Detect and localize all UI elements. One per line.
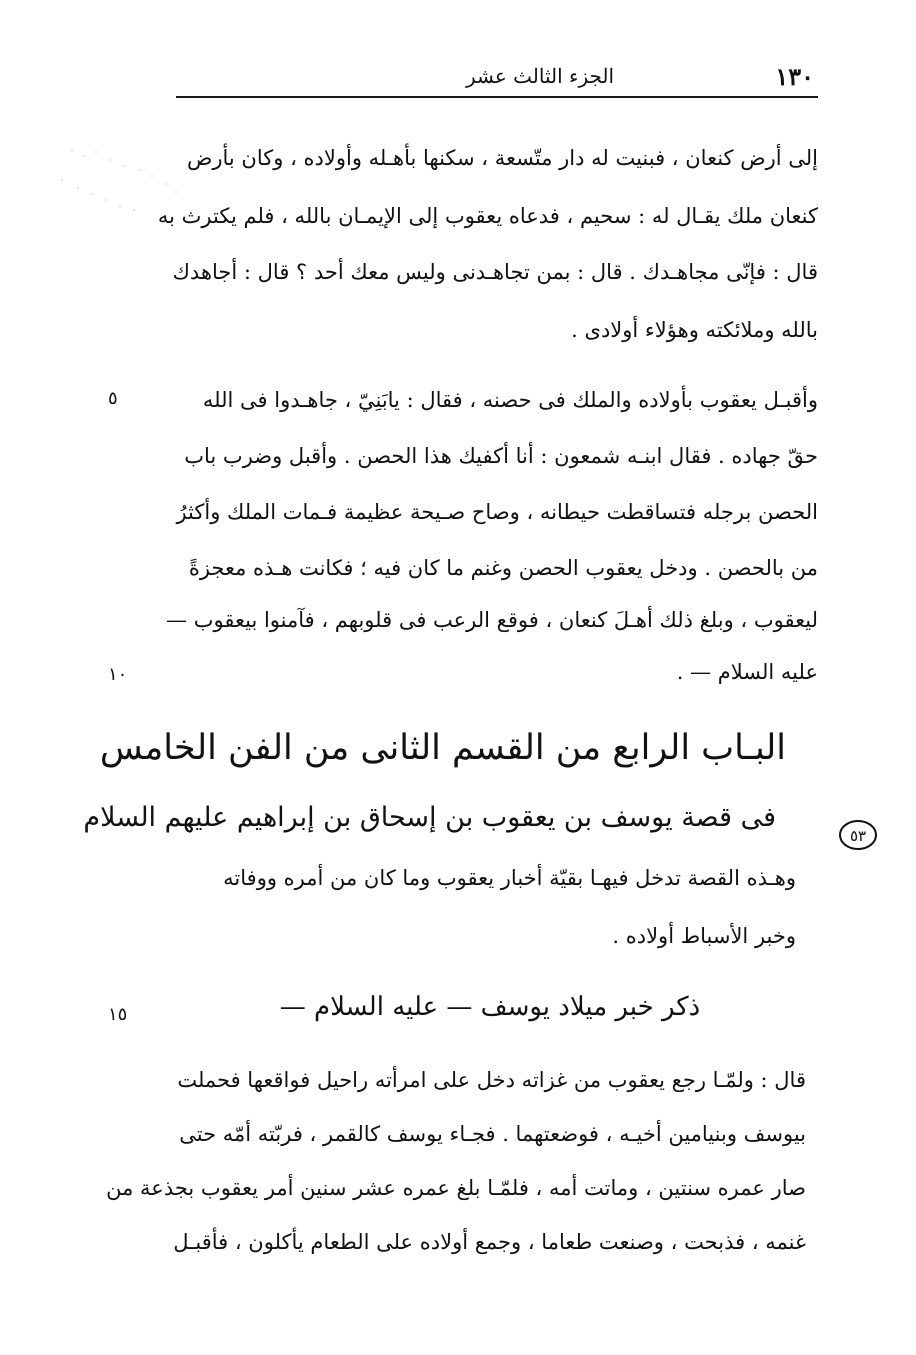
paragraph-2-line-6: عليه السلام — . (676, 660, 818, 684)
paragraph-1-line-4: بالله وملائكته وهؤلاء أولادى . (571, 318, 818, 342)
paragraph-2-line-1: وأقبـل يعقوب بأولاده والملك فى حصنه ، فقال : يابَنِيّ ، جاهـدوا فى الله (202, 388, 818, 412)
intro-line-1: وهـذه القصة تدخل فيهـا بقيّة أخبار يعقوب وما كان من أمره ووفاته (223, 866, 796, 890)
manuscript-marker-text: ٥٣ (849, 827, 867, 845)
manuscript-marker (838, 818, 878, 852)
paragraph-1-line-3: قال : فإنّى مجاهـدك . قال : بمن تجاهـدنى وليس معك أحد ؟ قال : أجاهدك (172, 260, 818, 284)
running-title: الجزء الثالث عشر (466, 64, 615, 88)
paragraph-2-line-4: من بالحصن . ودخل يعقوب الحصن وغنم ما كان فيه ؛ فكانت هـذه معجزةً (188, 556, 818, 580)
section-heading: ذكر خبر ميلاد يوسف — عليه السلام — (279, 992, 701, 1022)
line-number-5: ٥ (108, 388, 118, 409)
paragraph-2-line-3: الحصن برجله فتساقطت حيطانه ، وصاح صـيحة عظيمة فـمات الملك وأكثرُ (176, 500, 818, 524)
paragraph-3-line-3: صار عمره سنتين ، وماتت أمه ، فلمّـا بلغ عمره عشر سنين أمر يعقوب بجذعة من (106, 1176, 806, 1200)
line-number-10: ١٠ (108, 664, 128, 685)
page-header (176, 58, 818, 98)
paragraph-2-line-5: ليعقوب ، وبلغ ذلك أهـلَ كنعان ، فوقع الرعب فى قلوبهم ، فآمنوا بيعقوب — (166, 608, 818, 632)
paragraph-1-line-1: إلى أرض كنعان ، فبنيت له دار متّسعة ، سكنها بأهـله وأولاده ، وكان بأرض (186, 146, 818, 170)
chapter-subtitle: فى قصة يوسف بن يعقوب بن إسحاق بن إبراهيم عليهم السلام (83, 802, 776, 833)
line-number-15: ١٥ (108, 1004, 128, 1025)
paragraph-3-line-2: بيوسف وبنيامين أخيـه ، فوضعتهما . فجـاء يوسف كالقمر ، فربّته أمّه حتى (179, 1122, 806, 1146)
page-number: ١٣٠ (775, 62, 814, 91)
intro-line-2: وخبر الأسباط أولاده . (612, 924, 796, 948)
paragraph-3-line-4: غنمه ، فذبحت ، وصنعت طعاما ، وجمع أولاده على الطعام يأكلون ، فأقبـل (173, 1230, 806, 1254)
chapter-title: البـاب الرابع من القسم الثانى من الفن الخامس (99, 728, 786, 768)
paragraph-3-line-1: قال : ولمّـا رجع يعقوب من غزاته دخل على امرأته راحيل فواقعها فحملت (177, 1068, 806, 1092)
paragraph-2-line-2: حقّ جهاده . فقال ابنـه شمعون : أنا أكفيك هذا الحصن . وأقبل وضرب باب (184, 444, 818, 468)
paragraph-1-line-2: كنعان ملك يقـال له : سحيم ، فدعاه يعقوب إلى الإيمـان بالله ، فلم يكترث به (157, 204, 818, 228)
